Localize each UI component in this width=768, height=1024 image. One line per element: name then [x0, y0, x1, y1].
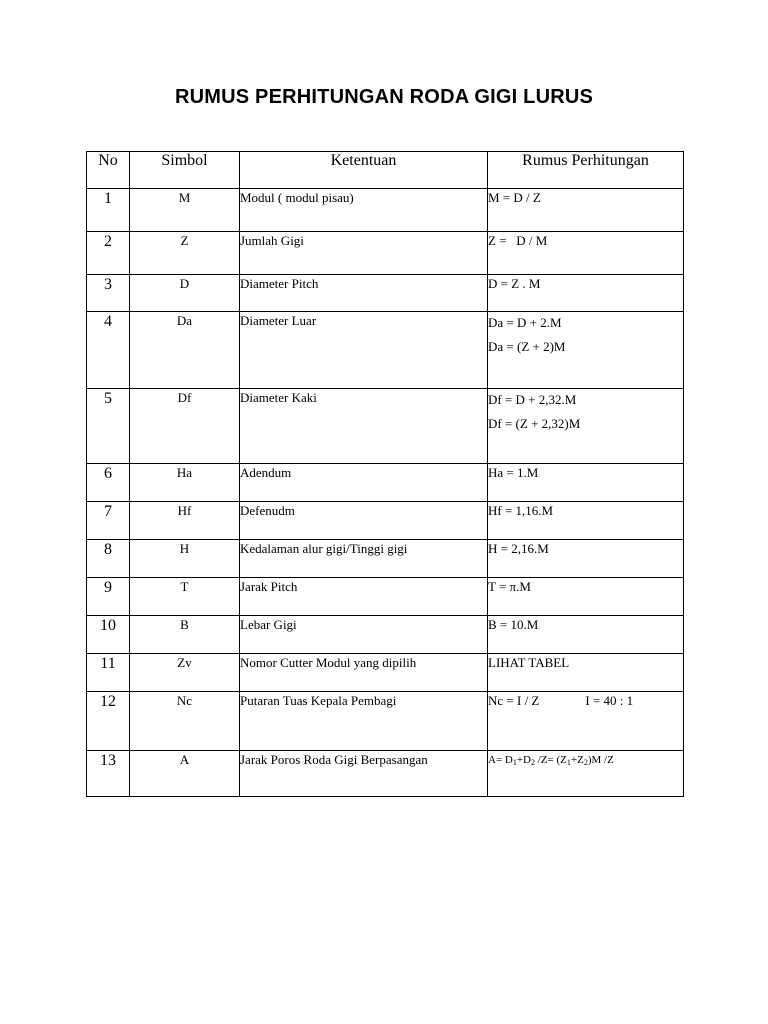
- rumus-main: Nc = I / Z: [488, 693, 540, 708]
- page-title: RUMUS PERHITUNGAN RODA GIGI LURUS: [174, 86, 594, 108]
- table-row: [87, 616, 684, 654]
- table-row: [87, 389, 684, 464]
- row-no: 3: [87, 275, 130, 312]
- row-simbol: Nc: [130, 692, 240, 751]
- row-no: 1: [87, 189, 130, 232]
- header-no: No: [87, 152, 130, 189]
- row-ketentuan: Kedalaman alur gigi/Tinggi gigi: [240, 540, 488, 578]
- row-simbol: Da: [130, 312, 240, 389]
- row-ketentuan: Nomor Cutter Modul yang dipilih: [240, 654, 488, 692]
- row-rumus: [488, 692, 684, 751]
- row-ketentuan: Jarak Poros Roda Gigi Berpasangan: [240, 751, 488, 797]
- table-row: [87, 578, 684, 616]
- table-row: [87, 189, 684, 232]
- table-row: [87, 232, 684, 275]
- row-no: 7: [87, 502, 130, 540]
- row-rumus: M = D / Z: [488, 189, 684, 232]
- row-simbol: A: [130, 751, 240, 797]
- row-ketentuan: Jarak Pitch: [240, 578, 488, 616]
- table-row: [87, 275, 684, 312]
- row-no: 9: [87, 578, 130, 616]
- table-row: [87, 751, 684, 797]
- row-ketentuan: Lebar Gigi: [240, 616, 488, 654]
- row-simbol: Z: [130, 232, 240, 275]
- header-simbol: Simbol: [130, 152, 240, 189]
- row-rumus: B = 10.M: [488, 616, 684, 654]
- row-no: 5: [87, 389, 130, 464]
- row-rumus: D = Z . M: [488, 275, 684, 312]
- row-simbol: D: [130, 275, 240, 312]
- row-rumus: T = π.M: [488, 578, 684, 616]
- formula-table: [86, 151, 684, 797]
- row-ketentuan: Jumlah Gigi: [240, 232, 488, 275]
- table-row: [87, 312, 684, 389]
- row-no: 12: [87, 692, 130, 751]
- row-ketentuan: Diameter Luar: [240, 312, 488, 389]
- row-ketentuan: Diameter Kaki: [240, 389, 488, 464]
- table-row: [87, 654, 684, 692]
- header-rumus: Rumus Perhitungan: [488, 152, 684, 189]
- row-no: 11: [87, 654, 130, 692]
- row-simbol: Zv: [130, 654, 240, 692]
- row-no: 13: [87, 751, 130, 797]
- rumus-jarak-poros: $A= D_1+D_2$ $/Z= (Z_1+Z_2)M$ /Z: [488, 754, 614, 767]
- row-no: 6: [87, 464, 130, 502]
- row-rumus: Hf = 1,16.M: [488, 502, 684, 540]
- row-simbol: Ha: [130, 464, 240, 502]
- row-no: 2: [87, 232, 130, 275]
- header-ketentuan: Ketentuan: [240, 152, 488, 189]
- table-row: [87, 540, 684, 578]
- row-simbol: Df: [130, 389, 240, 464]
- row-rumus: Z = D / M: [488, 232, 684, 275]
- row-rumus: LIHAT TABEL: [488, 654, 684, 692]
- row-simbol: M: [130, 189, 240, 232]
- row-rumus: H = 2,16.M: [488, 540, 684, 578]
- row-ketentuan: Defenudm: [240, 502, 488, 540]
- row-rumus: Df = D + 2,32.M Df = (Z + 2,32)M: [488, 389, 684, 464]
- row-no: 8: [87, 540, 130, 578]
- table-row: [87, 464, 684, 502]
- row-simbol: T: [130, 578, 240, 616]
- row-rumus: Ha = 1.M: [488, 464, 684, 502]
- row-ketentuan: Diameter Pitch: [240, 275, 488, 312]
- row-no: 4: [87, 312, 130, 389]
- row-no: 10: [87, 616, 130, 654]
- row-ketentuan: Putaran Tuas Kepala Pembagi: [240, 692, 488, 751]
- row-ketentuan: Adendum: [240, 464, 488, 502]
- row-rumus: [488, 751, 684, 797]
- rumus-extra: I = 40 : 1: [585, 693, 634, 708]
- table-row: [87, 502, 684, 540]
- table-header-row: [87, 152, 684, 189]
- row-simbol: B: [130, 616, 240, 654]
- table-row: [87, 692, 684, 751]
- row-simbol: H: [130, 540, 240, 578]
- row-ketentuan: Modul ( modul pisau): [240, 189, 488, 232]
- row-rumus: Da = D + 2.M Da = (Z + 2)M: [488, 312, 684, 389]
- row-simbol: Hf: [130, 502, 240, 540]
